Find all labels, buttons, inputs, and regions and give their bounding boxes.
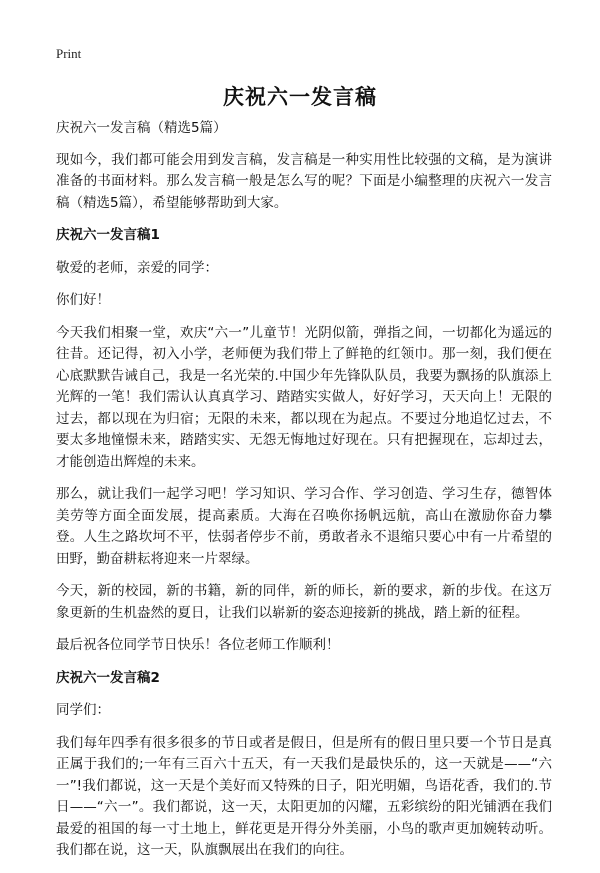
page-title: 庆祝六一发言稿 [223,85,377,109]
intro-paragraph: 现如今，我们都可能会用到发言稿，发言稿是一种实用性比较强的文稿，是为演讲准备的书面材料。那么发言稿一般是怎么写的呢？下面是小编整理的庆祝六一发言稿（精选5篇），希望能够帮助到大家。 [56,151,552,211]
section1-paragraph-2: 那么，就让我们一起学习吧！学习知识、学习合作、学习创造、学习生存，德智体美劳等方面全面发展，提高素质。大海在召唤你扬帆远航，高山在激励你奋力攀登。人生之路坎坷不平，怯弱者停步不前，勇敢者永不退缩只要心中有一片希望的田野，勤奋耕耘将迎来一片翠绿。 [56,486,552,567]
section1-paragraph-4: 最后祝各位同学节日快乐！各位老师工作顺利！ [56,637,340,653]
section2-paragraph-1: 我们每年四季有很多很多的节日或者是假日，但是所有的假日里只要一个节日是真正属于我们的;一年有三百六十五天，有一天我们是最快乐的，这一天就是——“六一”!我们都说，这一天是个美好而又特殊的日子，阳光明媚，鸟语花香，我们的.节日——“六一”。我们都说，这一天，太阳更加的闪耀，五彩缤纷的阳光铺洒在我们最爱的祖国的每一寸土地上，鲜花更是开得分外美丽，小鸟的歌声更加婉转动听。我们都在说，这一天，队旗飘展出在我们的向往。 [56,734,552,858]
article-body [56,118,552,873]
print-link[interactable]: Print [56,46,82,61]
section1-greeting: 敬爱的老师，亲爱的同学： [56,259,218,276]
section-heading-2: 庆祝六一发言稿2 [56,669,160,686]
section1-paragraph-1: 今天我们相聚一堂，欢庆“六一”儿童节！光阴似箭，弹指之间，一切都化为遥远的往昔。还记得，初入小学，老师便为我们带上了鲜艳的红领巾。那一刻，我们便在心底默默告诫自己，我是一名光荣的.中国少年先锋队队员，我要为飘扬的队旗添上光辉的一笔！我们需认认真真学习、踏踏实实做人，好好学习，天天向上！无限的过去，都以现在为归宿；无限的未来，都以现在为起点。不要过分地追忆过去，不要太多地憧憬未来，踏踏实实、无怨无悔地过好现在。只有把握现在，忘却过去，才能创造出辉煌的未来。 [56,324,552,470]
section1-hello: 你们好！ [56,292,110,308]
section-heading-1: 庆祝六一发言稿1 [56,227,160,243]
section2-greeting: 同学们： [56,702,110,718]
section1-paragraph-3: 今天，新的校园，新的书籍，新的同伴，新的师长，新的要求，新的步伐。在这万象更新的生机盎然的夏日，让我们以崭新的姿态迎接新的挑战，踏上新的征程。 [56,583,552,621]
article-subtitle: 庆祝六一发言稿（精选5篇） [56,120,227,136]
